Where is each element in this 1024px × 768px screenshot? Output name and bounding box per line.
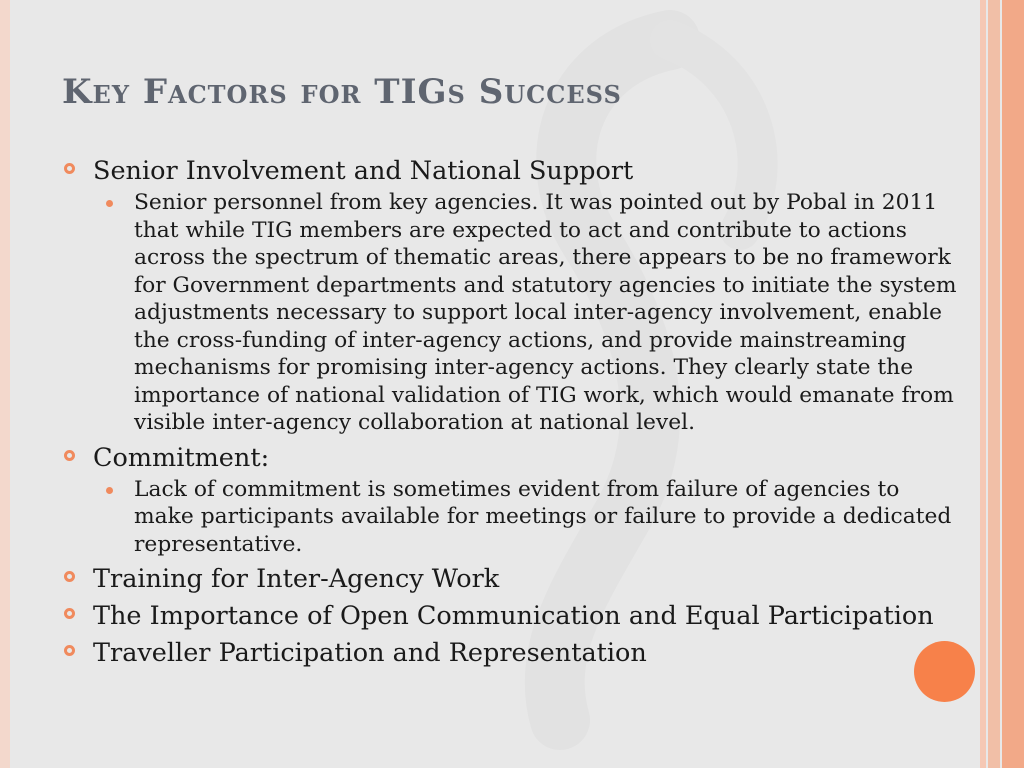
bullet-traveller-participation — [62, 636, 962, 670]
bullet-senior-involvement — [62, 154, 962, 188]
dot-bullet-icon — [106, 487, 113, 494]
orange-accent-circle — [914, 641, 975, 702]
sub-bullet-senior-personnel — [134, 189, 962, 437]
bullet-text: Training for Inter-Agency Work — [93, 564, 500, 594]
bullet-text: Commitment: — [93, 442, 270, 473]
circle-bullet-icon — [64, 450, 75, 461]
bullet-text: The Importance of Open Communication and Equal Participation — [93, 601, 934, 631]
circle-bullet-icon — [64, 608, 75, 619]
circle-bullet-icon — [64, 645, 75, 656]
right-accent-stripe-3 — [1002, 0, 1024, 768]
sub-bullet-text: Senior personnel from key agencies. It was pointed out by Pobal in 2011 that while TIG members are expected to act and contribute to actions across the spectrum of thematic areas, there appears to be no framework for Government departments and statutory agencies to initiate the system adjustments necessary to support local inter-agency involvement, enable the cross-funding of inter-agency actions, and provide mainstreaming mechanisms for promising inter-agency actions. They clearly state the importance of national validation of TIG work, which would emanate from visible inter-agency collaboration at national level. — [134, 190, 957, 435]
slide-content — [62, 154, 962, 670]
bullet-text: Senior Involvement and National Support — [93, 156, 634, 186]
left-accent-stripe — [0, 0, 10, 768]
sub-bullet-lack-of-commitment — [134, 476, 962, 559]
bullet-training — [62, 562, 962, 596]
circle-bullet-icon — [64, 571, 75, 582]
slide-title: Key Factors for TIGs Success — [62, 72, 622, 112]
dot-bullet-icon — [106, 200, 113, 207]
right-accent-stripe-2 — [988, 0, 1000, 768]
right-accent-stripe-1 — [980, 0, 986, 768]
bullet-open-communication — [62, 599, 962, 633]
bullet-commitment — [62, 441, 962, 475]
circle-bullet-icon — [64, 163, 75, 174]
bullet-text: Traveller Participation and Representation — [93, 638, 647, 668]
sub-bullet-text: Lack of commitment is sometimes evident from failure of agencies to make participants available for meetings or failure to provide a dedicated representative. — [134, 476, 952, 557]
